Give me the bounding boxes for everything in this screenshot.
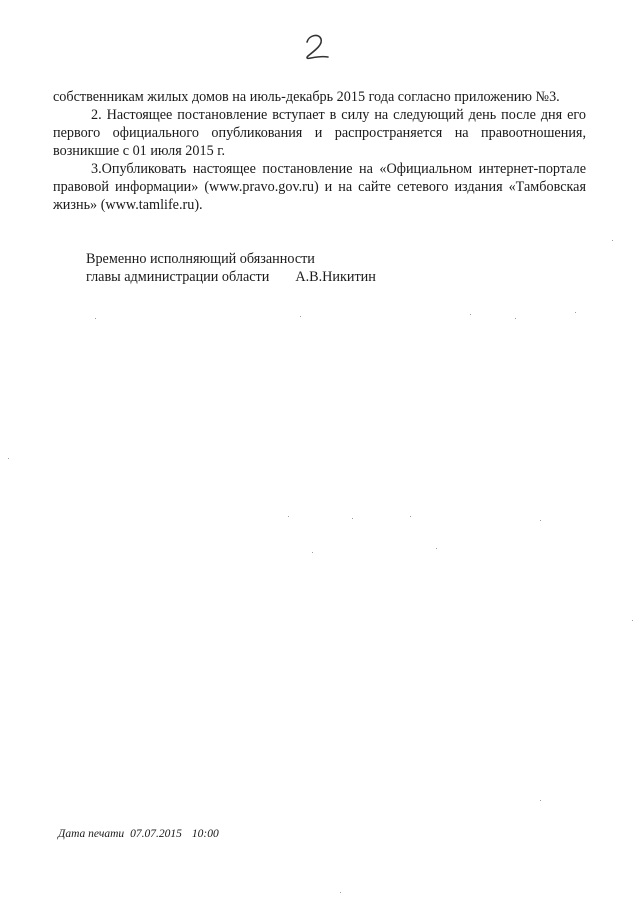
print-date-footer	[58, 828, 219, 840]
signatory-position: главы администрации области	[86, 269, 270, 285]
paragraph-3: 3.Опубликовать настоящее постановление на «Официальном интернет-портале правовой информации» (www.pravo.gov.ru) и на сайте сетевого издания «Тамбовская жизнь» (www.tamlife.ru).	[53, 161, 586, 213]
print-date-value: 07.07.2015	[130, 828, 182, 840]
print-time-value: 10:00	[191, 828, 219, 840]
handwritten-page-number	[298, 30, 338, 62]
handwritten-digit-icon	[298, 30, 338, 62]
print-date-label: Дата печати	[58, 828, 125, 840]
paragraph-2: 2. Настоящее постановление вступает в силу на следующий день после дня его первого официального опубликования и распространяется на правоотношения, возникшие с 01 июля 2015 г.	[53, 107, 586, 159]
signature-block	[86, 250, 376, 286]
document-body	[53, 88, 586, 214]
paragraph-continuation: собственникам жилых домов на июль-декабрь 2015 года согласно приложению №3.	[53, 89, 560, 105]
signatory-name: А.В.Никитин	[295, 269, 376, 285]
signatory-position-line-1: Временно исполняющий обязанности	[86, 251, 315, 267]
signatory-position-line-2	[86, 268, 376, 286]
